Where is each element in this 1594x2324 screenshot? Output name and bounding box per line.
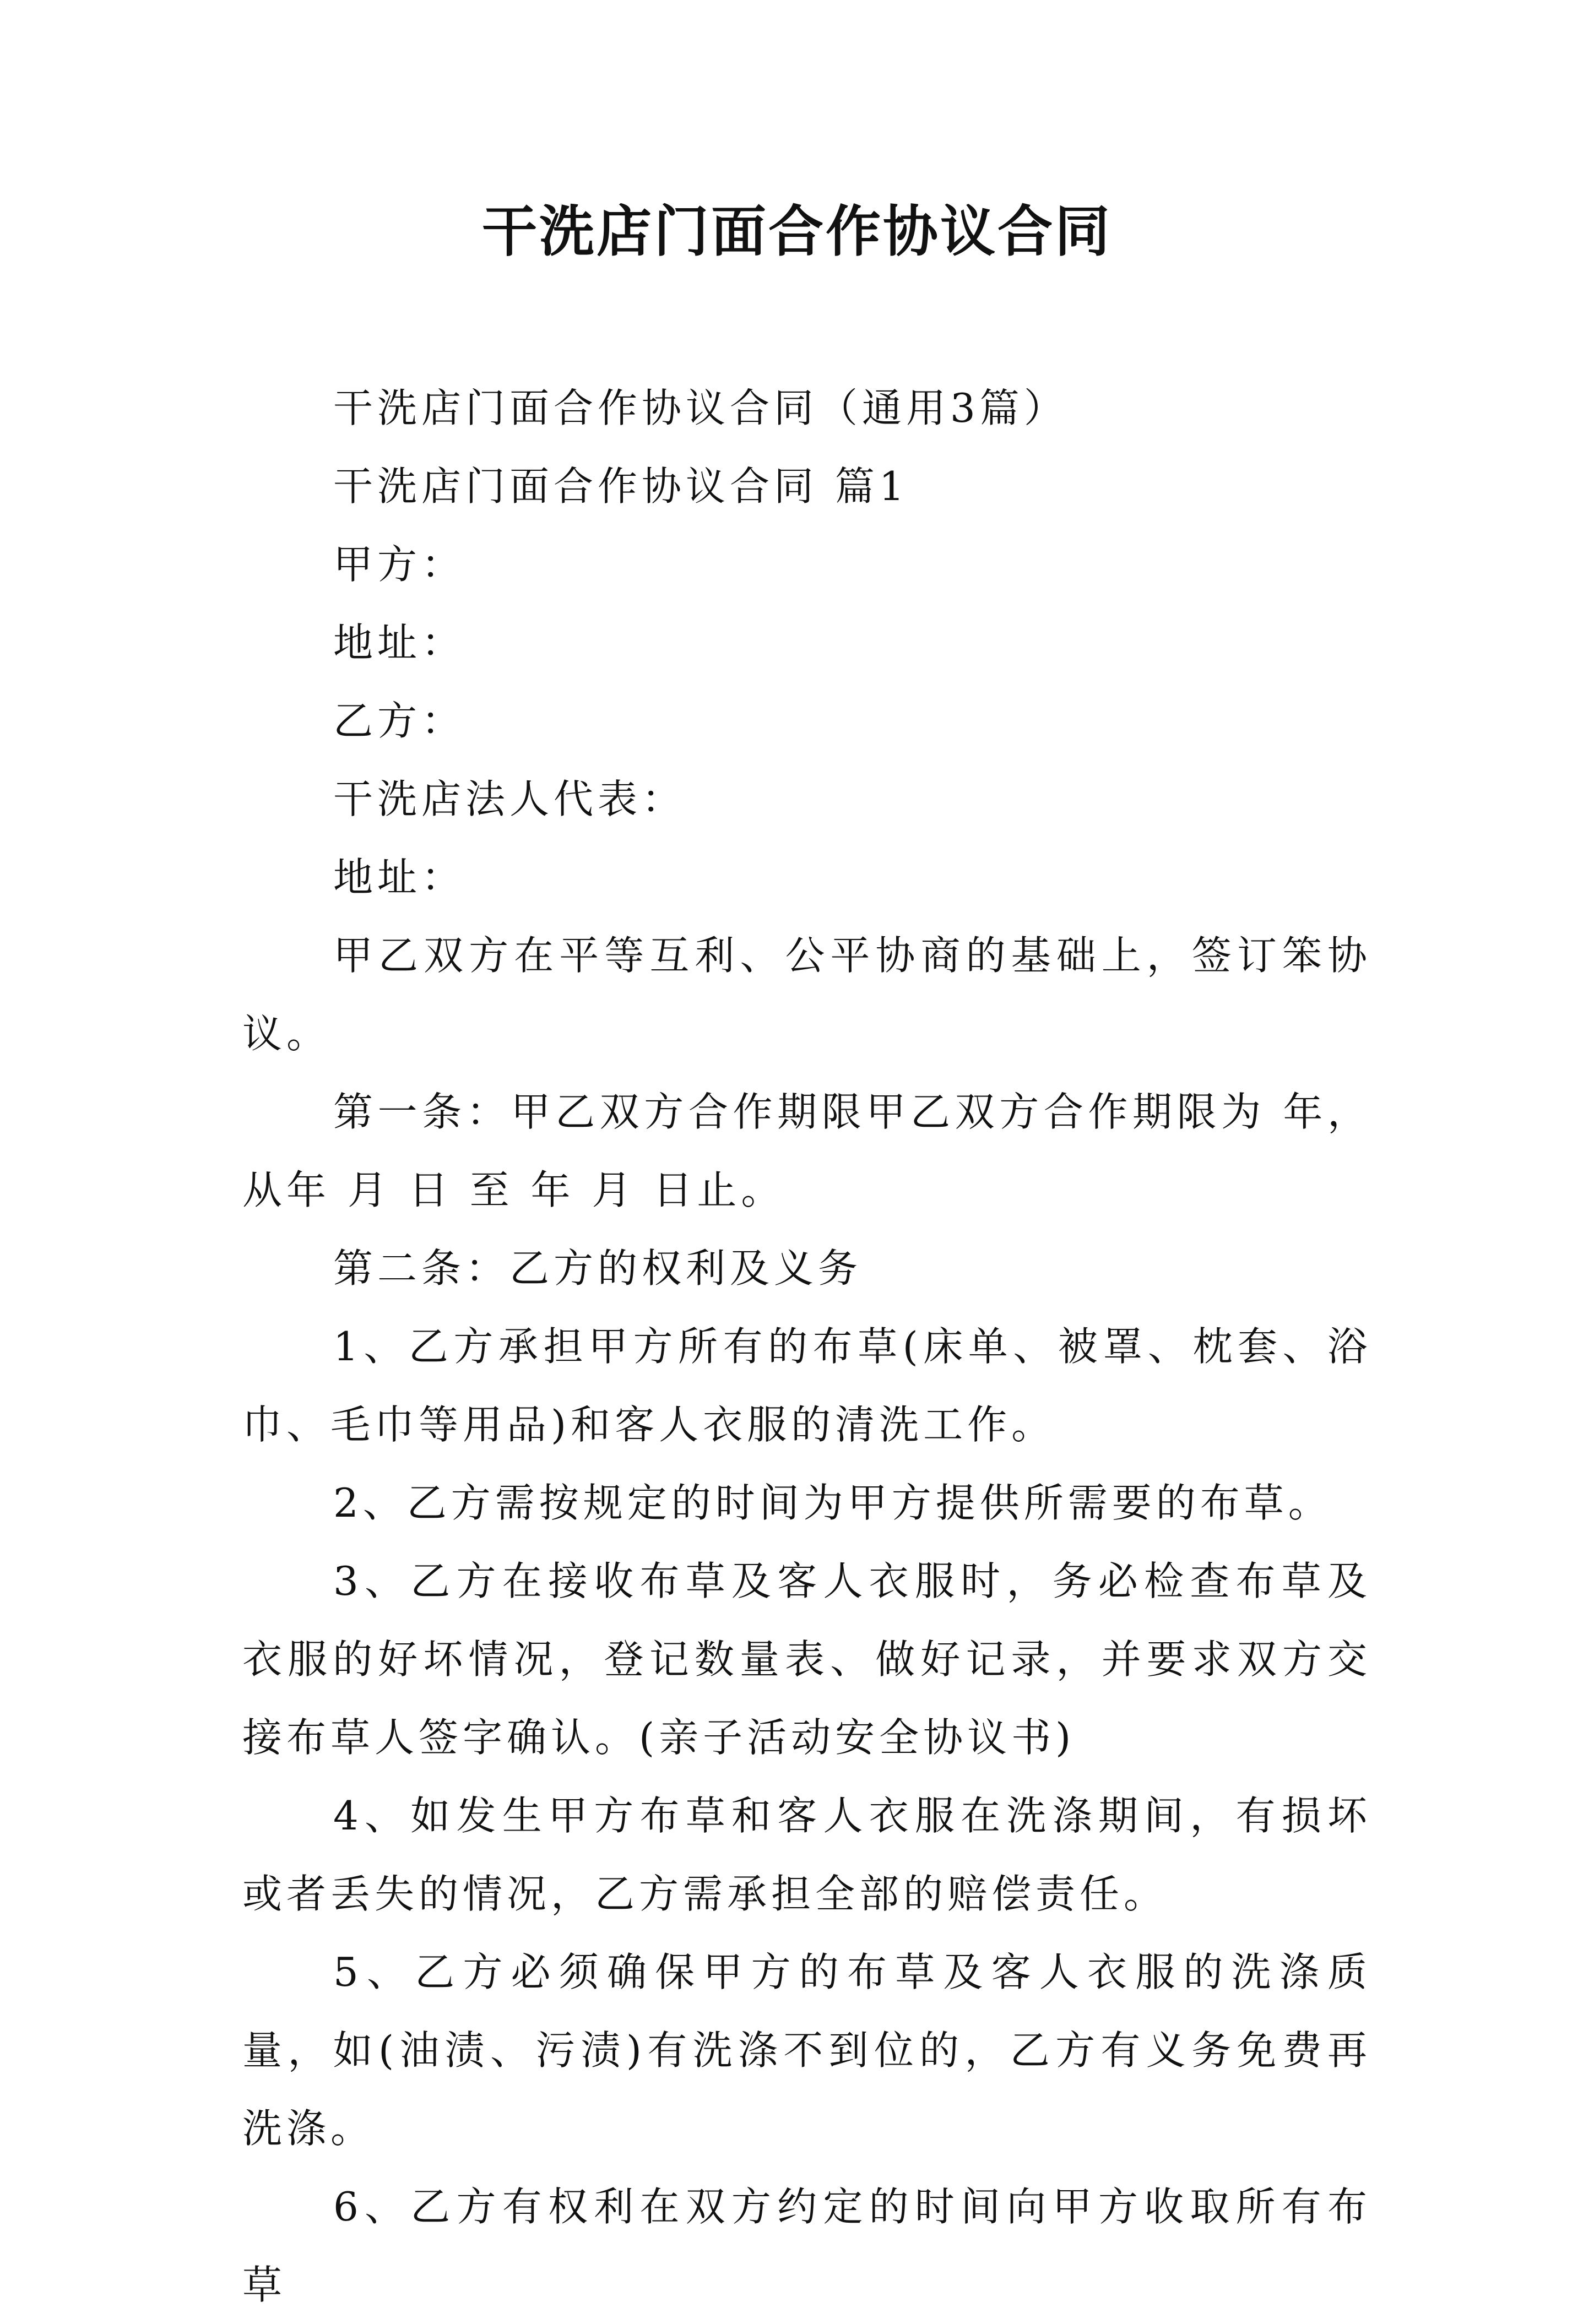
paragraph-party-b: 乙方：	[333, 698, 466, 744]
paragraph-address-a: 地址：	[333, 620, 466, 666]
paragraph-article-2: 第二条：乙方的权利及义务	[333, 1245, 863, 1291]
paragraph-clause-3: 3、乙方在接收布草及客人衣服时，务必检查布草及衣服的好坏情况，登记数量表、做好记录，并要求双方交接布草人签字确认。(亲子活动安全协议书)	[242, 1558, 1371, 1761]
paragraph-clause-5: 5、乙方必须确保甲方的布草及客人衣服的洗涤质量，如(油渍、污渍)有洗涤不到位的，乙方有义务免费再洗涤。	[242, 1949, 1371, 2152]
paragraph-article-1: 第一条：甲乙双方合作期限甲乙双方合作期限为 年，从年 月 日 至 年 月 日止。	[242, 1089, 1371, 1213]
document-body	[242, 369, 1371, 2324]
paragraph-address-b: 地址：	[333, 854, 466, 900]
paragraph-clause-2: 2、乙方需按规定的时间为甲方提供所需要的布草。	[333, 1480, 1332, 1526]
paragraph-clause-6: 6、乙方有权利在双方约定的时间向甲方收取所有布草	[242, 2184, 1371, 2308]
paragraph-clause-4: 4、如发生甲方布草和客人衣服在洗涤期间，有损坏或者丢失的情况，乙方需承担全部的赔偿责任。	[242, 1793, 1371, 1917]
document-title: 干洗店门面合作协议合同	[482, 199, 1112, 264]
paragraph-party-a: 甲方：	[333, 541, 466, 588]
paragraph-subtitle: 干洗店门面合作协议合同（通用3篇）	[333, 385, 1068, 431]
paragraph-section-heading: 干洗店门面合作协议合同 篇1	[333, 463, 909, 509]
paragraph-clause-1: 1、乙方承担甲方所有的布草(床单、被罩、枕套、浴巾、毛巾等用品)和客人衣服的清洗工作。	[242, 1323, 1371, 1448]
paragraph-preamble: 甲乙双方在平等互利、公平协商的基础上，签订笨协议。	[242, 932, 1371, 1057]
paragraph-legal-rep: 干洗店法人代表：	[333, 776, 686, 822]
